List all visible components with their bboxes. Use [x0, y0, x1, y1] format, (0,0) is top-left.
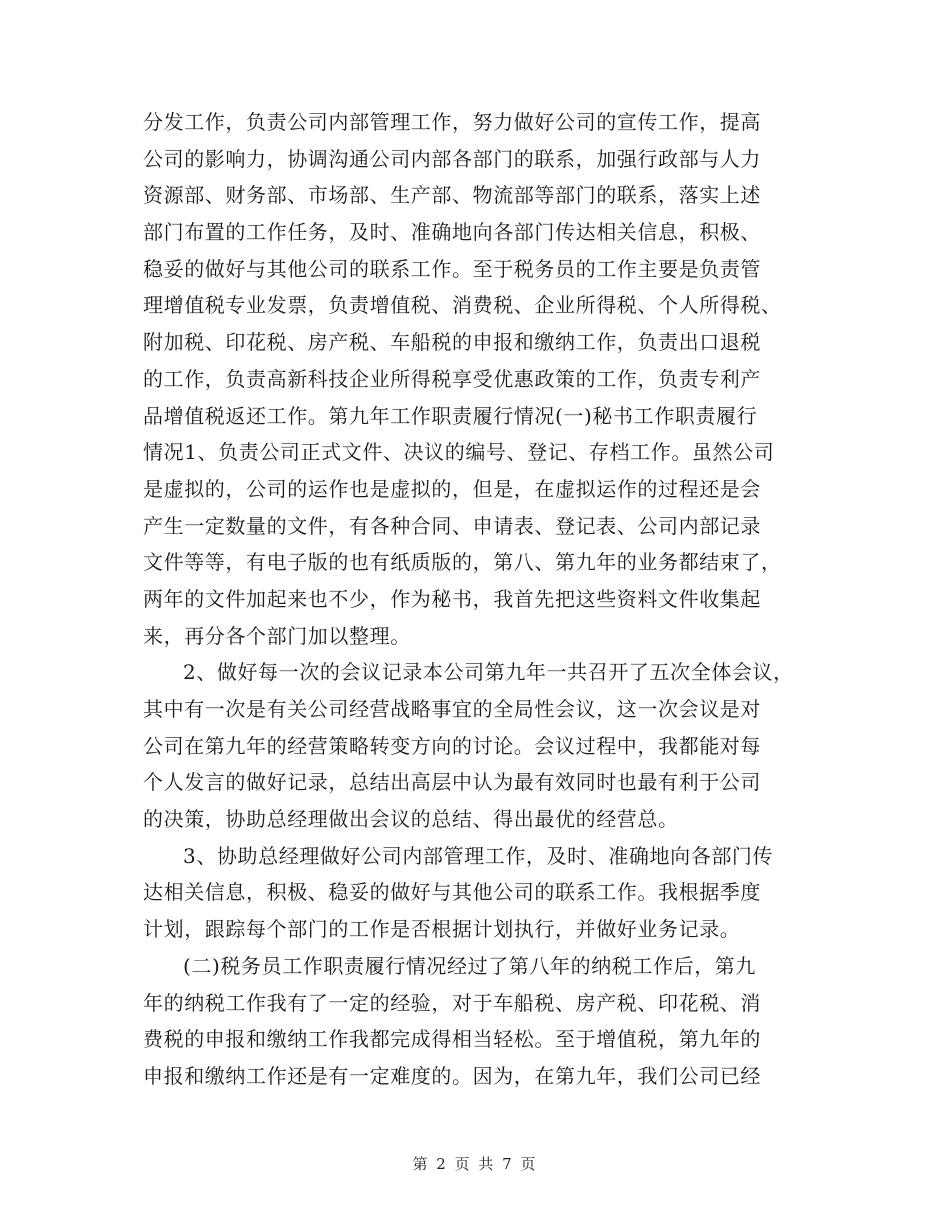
- text-line: 公司在第九年的经营策略转变方向的讨论。会议过程中，我都能对每: [143, 733, 761, 758]
- text-line: 申报和缴纳工作还是有一定难度的。因为，在第九年，我们公司已经: [143, 1063, 761, 1088]
- text-line: 的工作，负责高新科技企业所得税享受优惠政策的工作，负责专利产: [143, 366, 761, 391]
- text-line: 产生一定数量的文件，有各种合同、申请表、登记表、公司内部记录: [143, 513, 761, 538]
- text-line: 来，再分各个部门加以整理。: [143, 623, 411, 648]
- text-line: 文件等等，有电子版的也有纸质版的，第八、第九年的业务都结束了，: [143, 550, 782, 575]
- text-line: 部门布置的工作任务，及时、准确地向各部门传达相关信息，积极、: [143, 220, 761, 245]
- text-line: 3、协助总经理做好公司内部管理工作，及时、准确地向各部门传: [183, 843, 774, 868]
- text-line: 达相关信息，积极、稳妥的做好与其他公司的联系工作。我根据季度: [143, 880, 761, 905]
- text-line: 计划，跟踪每个部门的工作是否根据计划执行，并做好业务记录。: [143, 917, 741, 942]
- text-line: 品增值税返还工作。第九年工作职责履行情况(一)秘书工作职责履行: [143, 403, 758, 428]
- text-line: 年的纳税工作我有了一定的经验，对于车船税、房产税、印花税、消: [143, 990, 761, 1015]
- text-line: 资源部、财务部、市场部、生产部、物流部等部门的联系，落实上述: [143, 183, 761, 208]
- text-line: 公司的影响力，协调沟通公司内部各部门的联系，加强行政部与人力: [143, 146, 761, 171]
- text-line: 稳妥的做好与其他公司的联系工作。至于税务员的工作主要是负责管: [143, 256, 761, 281]
- text-line: 是虚拟的，公司的运作也是虚拟的，但是，在虚拟运作的过程还是会: [143, 476, 761, 501]
- text-line: 理增值税专业发票，负责增值税、消费税、企业所得税、个人所得税、: [143, 293, 782, 318]
- text-line: 情况1、负责公司正式文件、决议的编号、登记、存档工作。虽然公司: [143, 440, 775, 465]
- text-line: 费税的申报和缴纳工作我都完成得相当轻松。至于增值税，第九年的: [143, 1027, 761, 1052]
- text-line: 个人发言的做好记录，总结出高层中认为最有效同时也最有利于公司: [143, 770, 761, 795]
- text-line: 两年的文件加起来也不少，作为秘书，我首先把这些资料文件收集起: [143, 586, 761, 611]
- text-line: (二)税务员工作职责履行情况经过了第八年的纳税工作后，第九: [183, 953, 757, 978]
- document-body: [143, 104, 823, 1095]
- text-line: 其中有一次是有关公司经营战略事宜的全局性会议，这一次会议是对: [143, 697, 761, 721]
- page-footer: 第 2 页 共 7 页: [412, 1155, 538, 1173]
- text-line: 2、做好每一次的会议记录本公司第九年一共召开了五次全体会议，: [183, 660, 794, 685]
- text-line: 附加税、印花税、房产税、车船税的申报和缴纳工作，负责出口退税: [143, 330, 761, 355]
- text-line: 的决策，协助总经理做出会议的总结、得出最优的经营总。: [143, 807, 679, 832]
- text-line: 分发工作，负责公司内部管理工作，努力做好公司的宣传工作，提高: [143, 110, 761, 134]
